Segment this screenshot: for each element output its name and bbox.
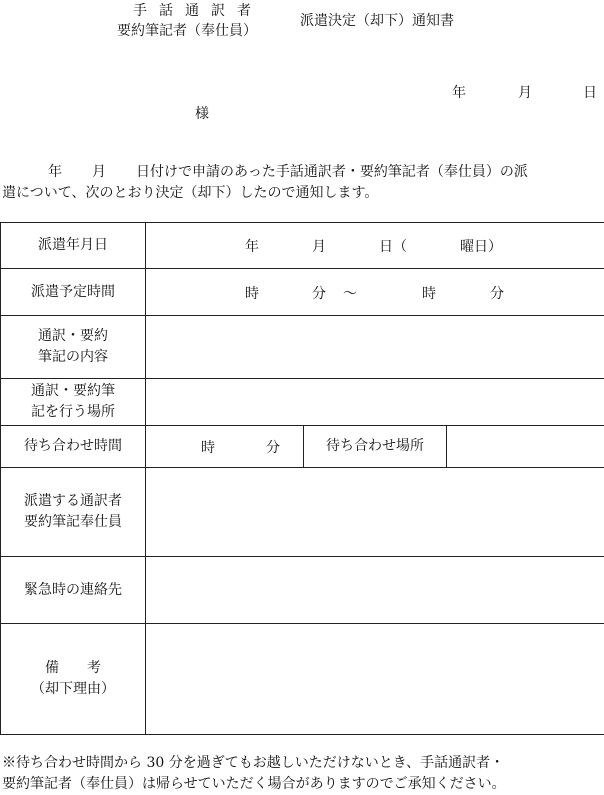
remarks-label-line1: 備 考 <box>45 660 101 676</box>
row-remarks <box>1 624 604 735</box>
meeting-place-field[interactable] <box>447 426 604 468</box>
scheduled-end-hour: 時 <box>422 285 436 302</box>
place-field[interactable] <box>146 379 604 426</box>
meeting-time-field[interactable] <box>146 426 304 468</box>
issuer-line-1: 手話通訳者 <box>133 3 263 19</box>
date-year-label: 年 <box>452 85 466 101</box>
row-emergency <box>1 557 604 624</box>
row-dispatch-date <box>1 223 604 269</box>
row-place <box>1 379 604 426</box>
scheduled-start-minute: 分 <box>312 285 326 302</box>
scheduled-end-minute: 分 <box>490 285 504 302</box>
date-day-label: 日 <box>583 85 597 101</box>
meeting-time-label: 待ち合わせ時間 <box>1 426 146 468</box>
meeting-minute: 分 <box>266 439 280 456</box>
row-staff <box>1 468 604 557</box>
dispatch-date-label: 派遣年月日 <box>1 223 146 269</box>
body-line1-rest: 日付けで申請のあった手話通訳者・要約筆記者（奉仕員）の派 <box>136 164 528 180</box>
dispatch-date-weekday: 曜日） <box>460 238 502 255</box>
staff-label <box>1 468 146 557</box>
content-field[interactable] <box>146 316 604 379</box>
content-label-line1: 通訳・要約 <box>38 328 108 344</box>
footer-note-line2: 要約筆記者（奉仕員）は帰らせていただく場合がありますのでご承知ください。 <box>2 776 506 792</box>
addressee-suffix: 様 <box>195 106 209 122</box>
body-paragraph <box>2 162 602 204</box>
place-label-line1: 通訳・要約筆 <box>31 383 115 399</box>
dispatch-date-year: 年 <box>245 238 259 255</box>
emergency-field[interactable] <box>146 557 604 624</box>
content-label-line2: 筆記の内容 <box>38 349 108 365</box>
document-title: 派遣決定（却下）通知書 <box>300 13 454 29</box>
meeting-hour: 時 <box>201 439 215 456</box>
issuer-line-2: 要約筆記者（奉仕員） <box>117 23 257 39</box>
row-meeting <box>1 426 604 468</box>
place-label <box>1 379 146 426</box>
place-label-line2: 記を行う場所 <box>31 404 115 420</box>
remarks-label-line2: （却下理由） <box>31 681 115 697</box>
dispatch-date-field[interactable] <box>146 223 604 269</box>
remarks-field[interactable] <box>146 624 604 735</box>
emergency-label: 緊急時の連絡先 <box>1 557 146 624</box>
footer-note-line1: ※待ち合わせ時間から 30 分を過ぎてもお越しいただけないとき、手話通訳者・ <box>2 755 505 771</box>
footer-note <box>2 753 604 795</box>
scheduled-time-label: 派遣予定時間 <box>1 269 146 316</box>
staff-label-line1: 派遣する通訳者 <box>24 493 122 509</box>
body-line2: 遣について、次のとおり決定（却下）したので通知します。 <box>2 185 379 201</box>
scheduled-start-hour: 時 <box>245 285 259 302</box>
date-month-label: 月 <box>518 85 532 101</box>
scheduled-time-field[interactable] <box>146 269 604 316</box>
remarks-label <box>1 624 146 735</box>
staff-label-line2: 要約筆記奉仕員 <box>24 514 122 530</box>
dispatch-form-table <box>0 222 604 735</box>
content-label <box>1 316 146 379</box>
row-scheduled-time <box>1 269 604 316</box>
dispatch-date-day: 日（ <box>379 238 407 255</box>
staff-field[interactable] <box>146 468 604 557</box>
dispatch-date-month: 月 <box>312 238 326 255</box>
meeting-place-label: 待ち合わせ場所 <box>304 426 447 468</box>
body-month: 月 <box>92 164 106 180</box>
body-year: 年 <box>48 164 62 180</box>
scheduled-tilde: ～ <box>343 285 357 302</box>
row-content <box>1 316 604 379</box>
